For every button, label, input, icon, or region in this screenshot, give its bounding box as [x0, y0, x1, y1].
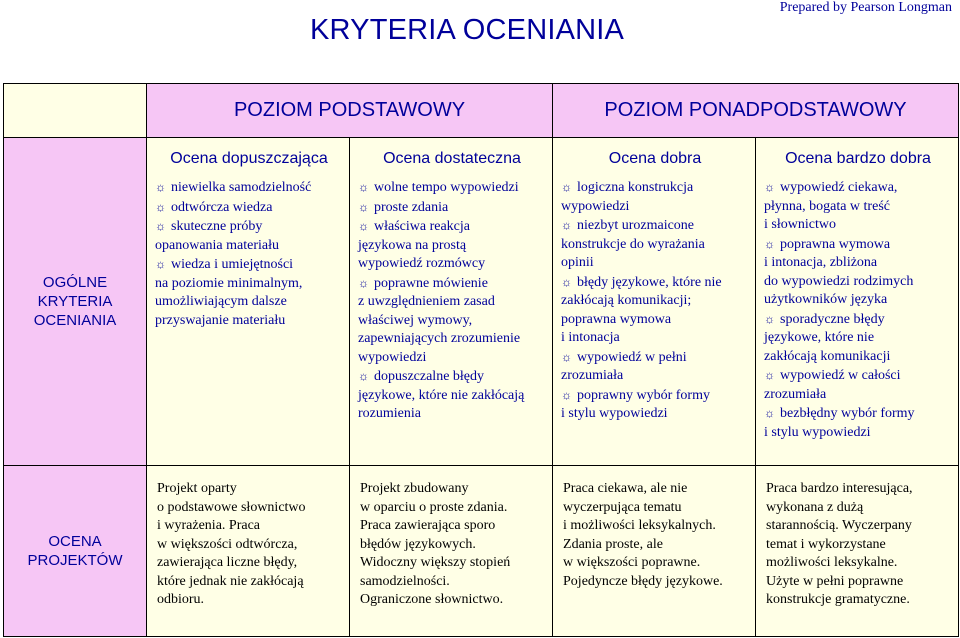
- criteria-item: [764, 404, 952, 442]
- criteria-item: [155, 178, 343, 198]
- grade-heading: Ocena dostateczna: [383, 150, 521, 167]
- criteria-text: wypowiedź w całości zrozumiała: [764, 368, 901, 402]
- criteria-item: [561, 386, 749, 424]
- criteria-table: [3, 83, 959, 637]
- criteria-text: bezbłędny wybór formy i stylu wypowiedzi: [764, 406, 915, 440]
- sun-icon: ☼: [155, 199, 166, 214]
- page-title: KRYTERIA OCENIANIA: [310, 14, 625, 46]
- grade-heading: Ocena dobra: [608, 150, 702, 167]
- header-corner-cell: [4, 84, 147, 138]
- criteria-item: [358, 274, 546, 368]
- criteria-item: [561, 216, 749, 273]
- criteria-text: niewielka samodzielność: [171, 180, 312, 195]
- criteria-item: [155, 198, 343, 218]
- criteria-list: [561, 178, 749, 424]
- criteria-text: wypowiedź w pełni zrozumiała: [561, 349, 687, 383]
- sun-icon: ☼: [358, 275, 369, 290]
- sun-icon: ☼: [358, 369, 369, 383]
- criteria-text: skuteczne próby opanowania materiału: [155, 219, 280, 253]
- sun-icon: ☼: [358, 199, 369, 214]
- sun-icon: ☼: [764, 406, 776, 420]
- criteria-item: [764, 235, 952, 310]
- sun-icon: ☼: [358, 219, 369, 233]
- criteria-item: [561, 348, 749, 386]
- criteria-item: [155, 255, 343, 330]
- criteria-item: [358, 178, 546, 198]
- criteria-text: odtwórcza wiedza: [171, 199, 273, 215]
- criteria-text: proste zdania: [374, 199, 449, 215]
- criteria-list: [155, 178, 343, 330]
- criteria-text: poprawny wybór formy i stylu wypowiedzi: [561, 387, 710, 421]
- criteria-text: wolne tempo wypowiedzi: [374, 180, 519, 195]
- criteria-item: [561, 273, 749, 348]
- criteria-item: [764, 366, 952, 404]
- project-cell: Projekt oparty o podstawowe słownictwo i wyrażenia. Praca w większości odtwórcza, zawierająca liczne błędy, które jednak nie zakłócają odbioru.: [147, 466, 350, 637]
- criteria-item: [358, 198, 546, 218]
- criteria-text: poprawne mówienie z uwzględnieniem zasad właściwej wymowy, zapewniających zrozumienie wypowiedzi: [358, 275, 521, 365]
- project-cell: Praca ciekawa, ale nie wyczerpująca tematu i możliwości leksykalnych. Zdania proste, ale w większości poprawne. Pojedyncze błędy językowe.: [553, 466, 756, 637]
- level-basic-header: POZIOM PODSTAWOWY: [147, 84, 553, 138]
- criteria-text: logiczna konstrukcja wypowiedzi: [561, 180, 694, 214]
- criteria-item: [764, 310, 952, 367]
- criteria-text: wiedza i umiejętności na poziomie minimalnym, umożliwiającym dalsze przyswajanie materiału: [155, 257, 303, 328]
- sun-icon: ☼: [155, 257, 166, 271]
- grade-column: [553, 138, 756, 466]
- criteria-text: właściwa reakcja językowa na prostą wypowiedź rozmówcy: [358, 219, 486, 271]
- criteria-item: [764, 178, 952, 235]
- criteria-text: poprawna wymowa i intonacja, zbliżona do wypowiedzi rodzimych użytkowników języka: [764, 236, 914, 307]
- criteria-text: błędy językowe, które nie zakłócają komunikacji; poprawna wymowa i intonacja: [561, 274, 722, 345]
- project-cell: Praca bardzo interesująca, wykonana z dużą starannością. Wyczerpany temat i wykorzystane możliwości leksykalne. Użyte w pełni poprawne konstrukcje gramatyczne.: [756, 466, 959, 637]
- general-criteria-label: OGÓLNE KRYTERIA OCENIANIA: [4, 138, 147, 466]
- criteria-text: niezbyt urozmaicone konstrukcje do wyrażania opinii: [561, 218, 705, 270]
- prepared-by-credit: Prepared by Pearson Longman: [779, 0, 952, 15]
- sun-icon: ☼: [561, 349, 573, 364]
- grade-heading: Ocena bardzo dobra: [785, 150, 931, 167]
- sun-icon: ☼: [155, 180, 166, 194]
- criteria-text: sporadyczne błędy językowe, które nie zakłócają komunikacji: [764, 311, 891, 364]
- sun-icon: ☼: [155, 219, 166, 233]
- criteria-text: dopuszczalne błędy językowe, które nie zakłócają rozumienia: [358, 369, 525, 421]
- project-cell: Projekt zbudowany w oparciu o proste zdania. Praca zawierająca sporo błędów językowych. Widoczny większy stopień samodzielności. Ograniczone słownictwo.: [350, 466, 553, 637]
- sun-icon: ☼: [764, 236, 776, 251]
- sun-icon: ☼: [561, 274, 573, 289]
- criteria-item: [358, 367, 546, 424]
- criteria-item: [561, 178, 749, 216]
- criteria-list: [764, 178, 952, 442]
- sun-icon: ☼: [561, 218, 573, 232]
- sun-icon: ☼: [358, 180, 369, 194]
- grade-column: [147, 138, 350, 466]
- criteria-text: wypowiedź ciekawa, płynna, bogata w treść i słownictwo: [764, 180, 898, 232]
- criteria-list: [358, 178, 546, 424]
- level-advanced-header: POZIOM PONADPODSTAWOWY: [553, 84, 959, 138]
- grade-column: [350, 138, 553, 466]
- sun-icon: ☼: [561, 387, 573, 402]
- grade-heading: Ocena dopuszczająca: [170, 150, 328, 167]
- sun-icon: ☼: [561, 180, 573, 194]
- grade-column: [756, 138, 959, 466]
- criteria-item: [155, 217, 343, 255]
- sun-icon: ☼: [764, 368, 776, 382]
- criteria-item: [358, 217, 546, 274]
- projects-label: OCENA PROJEKTÓW: [4, 466, 147, 637]
- sun-icon: ☼: [764, 180, 776, 194]
- sun-icon: ☼: [764, 311, 776, 326]
